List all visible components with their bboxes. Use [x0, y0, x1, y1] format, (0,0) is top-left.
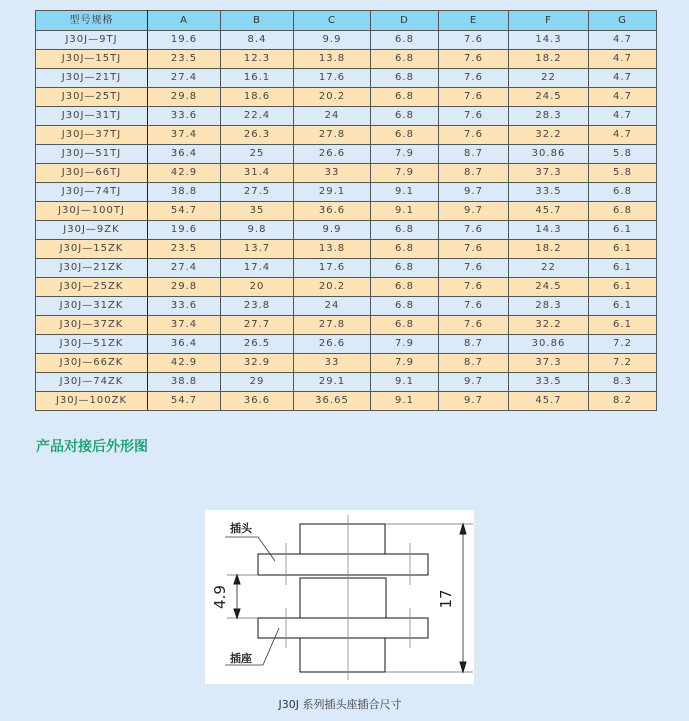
cell-value: 29.8 [148, 278, 221, 297]
cell-value: 6.8 [589, 183, 657, 202]
cell-value: 5.8 [589, 164, 657, 183]
cell-value: 26.6 [294, 335, 371, 354]
label-plug: 插头 [230, 522, 252, 535]
cell-value: 6.8 [371, 259, 439, 278]
cell-value: 36.4 [148, 145, 221, 164]
cell-value: 7.9 [371, 335, 439, 354]
cell-value: 45.7 [509, 202, 589, 221]
cell-value: 6.1 [589, 240, 657, 259]
cell-value: 36.65 [294, 392, 371, 411]
cell-value: 14.3 [509, 221, 589, 240]
cell-value: 18.2 [509, 240, 589, 259]
cell-value: 9.1 [371, 202, 439, 221]
cell-model: J30J—9ZK [36, 221, 148, 240]
cell-value: 7.6 [439, 50, 509, 69]
cell-model: J30J—51ZK [36, 335, 148, 354]
cell-value: 8.7 [439, 145, 509, 164]
mating-dimension-figure [205, 510, 474, 684]
cell-model: J30J—100TJ [36, 202, 148, 221]
plug-flange [258, 554, 428, 575]
cell-value: 13.8 [294, 240, 371, 259]
table-row [36, 316, 657, 335]
cell-value: 27.5 [221, 183, 294, 202]
table-row [36, 373, 657, 392]
table-row [36, 183, 657, 202]
socket-flange [258, 618, 428, 638]
dim-total-label: 17 [437, 589, 455, 609]
cell-value: 33.6 [148, 107, 221, 126]
cell-value: 36.4 [148, 335, 221, 354]
dim-gap-label: 4.9 [211, 585, 229, 609]
table-row [36, 240, 657, 259]
cell-value: 37.4 [148, 316, 221, 335]
table-row [36, 145, 657, 164]
cell-value: 9.1 [371, 392, 439, 411]
cell-value: 9.8 [221, 221, 294, 240]
header-f: F [509, 11, 589, 31]
cell-value: 29.1 [294, 373, 371, 392]
cell-value: 8.3 [589, 373, 657, 392]
cell-value: 7.9 [371, 145, 439, 164]
cell-value: 7.2 [589, 354, 657, 373]
cell-value: 6.8 [371, 50, 439, 69]
table-row [36, 202, 657, 221]
cell-value: 9.1 [371, 183, 439, 202]
cell-value: 29.8 [148, 88, 221, 107]
cell-value: 8.4 [221, 31, 294, 50]
cell-value: 7.9 [371, 354, 439, 373]
header-e: E [439, 11, 509, 31]
header-g: G [589, 11, 657, 31]
cell-value: 4.7 [589, 126, 657, 145]
cell-value: 26.6 [294, 145, 371, 164]
cell-value: 6.1 [589, 259, 657, 278]
cell-value: 9.9 [294, 31, 371, 50]
table-row [36, 259, 657, 278]
cell-value: 42.9 [148, 354, 221, 373]
cell-value: 22.4 [221, 107, 294, 126]
cell-model: J30J—25ZK [36, 278, 148, 297]
cell-value: 7.9 [371, 164, 439, 183]
cell-value: 38.8 [148, 373, 221, 392]
table-row [36, 69, 657, 88]
cell-value: 7.6 [439, 297, 509, 316]
cell-value: 7.6 [439, 126, 509, 145]
cell-value: 6.8 [371, 316, 439, 335]
cell-value: 32.2 [509, 126, 589, 145]
table-row [36, 126, 657, 145]
cell-model: J30J—37TJ [36, 126, 148, 145]
cell-value: 6.8 [371, 278, 439, 297]
cell-value: 27.7 [221, 316, 294, 335]
cell-value: 20.2 [294, 278, 371, 297]
cell-value: 6.8 [371, 88, 439, 107]
cell-value: 20 [221, 278, 294, 297]
cell-model: J30J—74ZK [36, 373, 148, 392]
cell-value: 6.1 [589, 297, 657, 316]
cell-value: 6.1 [589, 221, 657, 240]
cell-value: 8.7 [439, 164, 509, 183]
cell-value: 33.5 [509, 183, 589, 202]
cell-value: 6.1 [589, 316, 657, 335]
cell-value: 6.8 [371, 126, 439, 145]
cell-value: 19.6 [148, 221, 221, 240]
cell-value: 42.9 [148, 164, 221, 183]
header-d: D [371, 11, 439, 31]
cell-model: J30J—15TJ [36, 50, 148, 69]
cell-value: 4.7 [589, 50, 657, 69]
cell-value: 6.8 [371, 69, 439, 88]
cell-value: 33 [294, 164, 371, 183]
cell-value: 7.6 [439, 316, 509, 335]
cell-value: 37.3 [509, 164, 589, 183]
cell-value: 7.6 [439, 88, 509, 107]
cell-value: 7.6 [439, 69, 509, 88]
cell-value: 26.3 [221, 126, 294, 145]
cell-value: 32.2 [509, 316, 589, 335]
header-a: A [148, 11, 221, 31]
cell-value: 30.86 [509, 335, 589, 354]
cell-value: 8.7 [439, 335, 509, 354]
cell-value: 33.5 [509, 373, 589, 392]
cell-model: J30J—25TJ [36, 88, 148, 107]
plug-body-top [300, 524, 385, 554]
table-row [36, 297, 657, 316]
cell-value: 37.3 [509, 354, 589, 373]
cell-value: 19.6 [148, 31, 221, 50]
spec-table [35, 10, 657, 411]
cell-value: 27.8 [294, 316, 371, 335]
cell-model: J30J—31ZK [36, 297, 148, 316]
cell-value: 4.7 [589, 88, 657, 107]
cell-value: 4.7 [589, 69, 657, 88]
table-header-row [36, 11, 657, 31]
section-title: 产品对接后外形图 [36, 439, 148, 455]
cell-model: J30J—37ZK [36, 316, 148, 335]
cell-value: 9.7 [439, 202, 509, 221]
cell-value: 13.8 [294, 50, 371, 69]
cell-value: 6.8 [371, 221, 439, 240]
cell-value: 29.1 [294, 183, 371, 202]
cell-value: 38.8 [148, 183, 221, 202]
cell-value: 22 [509, 69, 589, 88]
table-row [36, 278, 657, 297]
cell-value: 25 [221, 145, 294, 164]
cell-model: J30J—51TJ [36, 145, 148, 164]
socket-body-bottom [300, 638, 385, 672]
cell-value: 27.4 [148, 259, 221, 278]
cell-value: 35 [221, 202, 294, 221]
cell-value: 29 [221, 373, 294, 392]
cell-value: 8.2 [589, 392, 657, 411]
cell-value: 7.6 [439, 278, 509, 297]
cell-value: 28.3 [509, 107, 589, 126]
figure-caption: J30J 系列插头座插合尺寸 [278, 698, 402, 711]
cell-value: 6.8 [371, 297, 439, 316]
cell-value: 36.6 [294, 202, 371, 221]
socket-body [300, 578, 386, 618]
table-row [36, 221, 657, 240]
cell-value: 8.7 [439, 354, 509, 373]
cell-model: J30J—21TJ [36, 69, 148, 88]
cell-value: 22 [509, 259, 589, 278]
cell-value: 17.4 [221, 259, 294, 278]
header-c: C [294, 11, 371, 31]
cell-value: 7.6 [439, 221, 509, 240]
cell-model: J30J—15ZK [36, 240, 148, 259]
cell-value: 32.9 [221, 354, 294, 373]
cell-value: 5.8 [589, 145, 657, 164]
cell-value: 9.7 [439, 373, 509, 392]
cell-value: 4.7 [589, 31, 657, 50]
cell-value: 6.8 [371, 240, 439, 259]
cell-value: 24 [294, 107, 371, 126]
cell-value: 9.7 [439, 392, 509, 411]
cell-value: 20.2 [294, 88, 371, 107]
cell-value: 26.5 [221, 335, 294, 354]
cell-value: 7.6 [439, 107, 509, 126]
cell-value: 30.86 [509, 145, 589, 164]
cell-value: 7.6 [439, 259, 509, 278]
table-row [36, 164, 657, 183]
cell-value: 27.4 [148, 69, 221, 88]
cell-value: 6.8 [589, 202, 657, 221]
cell-value: 33.6 [148, 297, 221, 316]
cell-value: 14.3 [509, 31, 589, 50]
cell-value: 17.6 [294, 69, 371, 88]
cell-value: 24.5 [509, 278, 589, 297]
table-row [36, 50, 657, 69]
table-row [36, 392, 657, 411]
cell-value: 7.6 [439, 240, 509, 259]
cell-value: 4.7 [589, 107, 657, 126]
cell-value: 23.8 [221, 297, 294, 316]
cell-value: 45.7 [509, 392, 589, 411]
cell-model: J30J—21ZK [36, 259, 148, 278]
cell-value: 33 [294, 354, 371, 373]
cell-value: 23.5 [148, 50, 221, 69]
cell-value: 18.6 [221, 88, 294, 107]
cell-value: 7.2 [589, 335, 657, 354]
cell-value: 6.8 [371, 31, 439, 50]
cell-value: 17.6 [294, 259, 371, 278]
cell-model: J30J—66ZK [36, 354, 148, 373]
table-row [36, 88, 657, 107]
cell-value: 24 [294, 297, 371, 316]
cell-value: 9.9 [294, 221, 371, 240]
table-row [36, 354, 657, 373]
cell-value: 37.4 [148, 126, 221, 145]
cell-value: 6.8 [371, 107, 439, 126]
cell-model: J30J—74TJ [36, 183, 148, 202]
cell-value: 54.7 [148, 202, 221, 221]
cell-model: J30J—31TJ [36, 107, 148, 126]
cell-model: J30J—66TJ [36, 164, 148, 183]
cell-value: 27.8 [294, 126, 371, 145]
table-body [36, 31, 657, 411]
cell-value: 31.4 [221, 164, 294, 183]
cell-value: 9.7 [439, 183, 509, 202]
cell-value: 9.1 [371, 373, 439, 392]
cell-value: 28.3 [509, 297, 589, 316]
cell-value: 18.2 [509, 50, 589, 69]
label-socket: 插座 [230, 652, 252, 665]
table-row [36, 335, 657, 354]
cell-model: J30J—9TJ [36, 31, 148, 50]
cell-value: 36.6 [221, 392, 294, 411]
cell-value: 13.7 [221, 240, 294, 259]
header-b: B [221, 11, 294, 31]
cell-value: 23.5 [148, 240, 221, 259]
header-model: 型号规格 [36, 11, 148, 31]
cell-model: J30J—100ZK [36, 392, 148, 411]
cell-value: 6.1 [589, 278, 657, 297]
cell-value: 16.1 [221, 69, 294, 88]
cell-value: 24.5 [509, 88, 589, 107]
cell-value: 7.6 [439, 31, 509, 50]
table-row [36, 107, 657, 126]
cell-value: 12.3 [221, 50, 294, 69]
table-row [36, 31, 657, 50]
cell-value: 54.7 [148, 392, 221, 411]
